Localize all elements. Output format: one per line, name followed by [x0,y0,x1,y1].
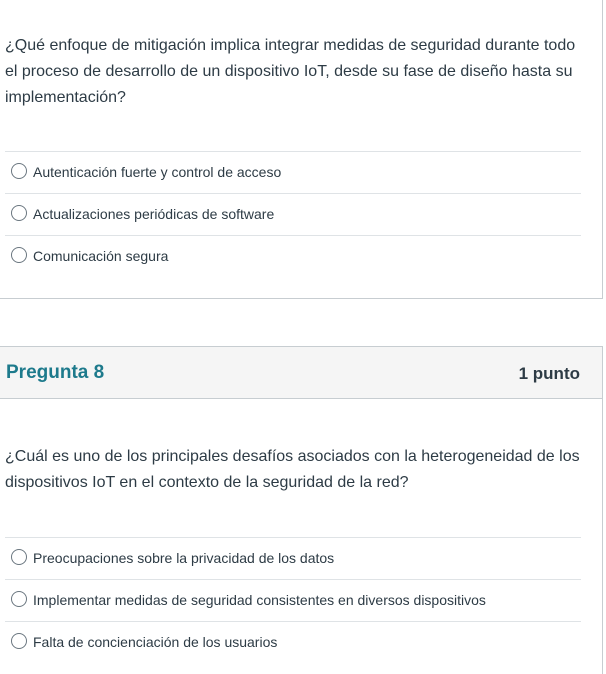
question-points: 1 punto [518,364,580,383]
answer-option[interactable] [5,579,581,621]
answer-option[interactable] [5,151,581,193]
question-header [0,347,602,399]
answer-list [5,151,581,277]
answer-list [5,537,581,663]
answer-label[interactable]: Comunicación segura [33,248,169,264]
radio-button[interactable] [11,549,27,565]
question-card-8 [0,346,603,674]
radio-button[interactable] [11,591,27,607]
radio-button[interactable] [11,633,27,649]
answer-option[interactable] [5,621,581,663]
answer-option[interactable] [5,193,581,235]
question-title: Pregunta 8 [6,362,105,383]
question-text: ¿Cuál es uno de los principales desafíos asociados con la heterogeneidad de los dispositivos IoT en el contexto de la seguridad de la red? [5,448,580,491]
radio-button[interactable] [11,163,27,179]
answer-label[interactable]: Falta de concienciación de los usuarios [33,634,278,650]
question-text: ¿Qué enfoque de mitigación implica integrar medidas de seguridad durante todo el proceso de desarrollo de un dispositivo IoT, desde su fase de diseño hasta su implementación? [5,37,576,106]
answer-label[interactable]: Autenticación fuerte y control de acceso [33,164,282,180]
answer-label[interactable]: Implementar medidas de seguridad consistentes en diversos dispositivos [33,592,486,608]
question-card-previous [0,0,603,299]
radio-button[interactable] [11,247,27,263]
answer-label[interactable]: Actualizaciones periódicas de software [33,206,275,222]
answer-label[interactable]: Preocupaciones sobre la privacidad de los datos [33,550,335,566]
answer-option[interactable] [5,235,581,277]
radio-button[interactable] [11,205,27,221]
answer-option[interactable] [5,537,581,579]
